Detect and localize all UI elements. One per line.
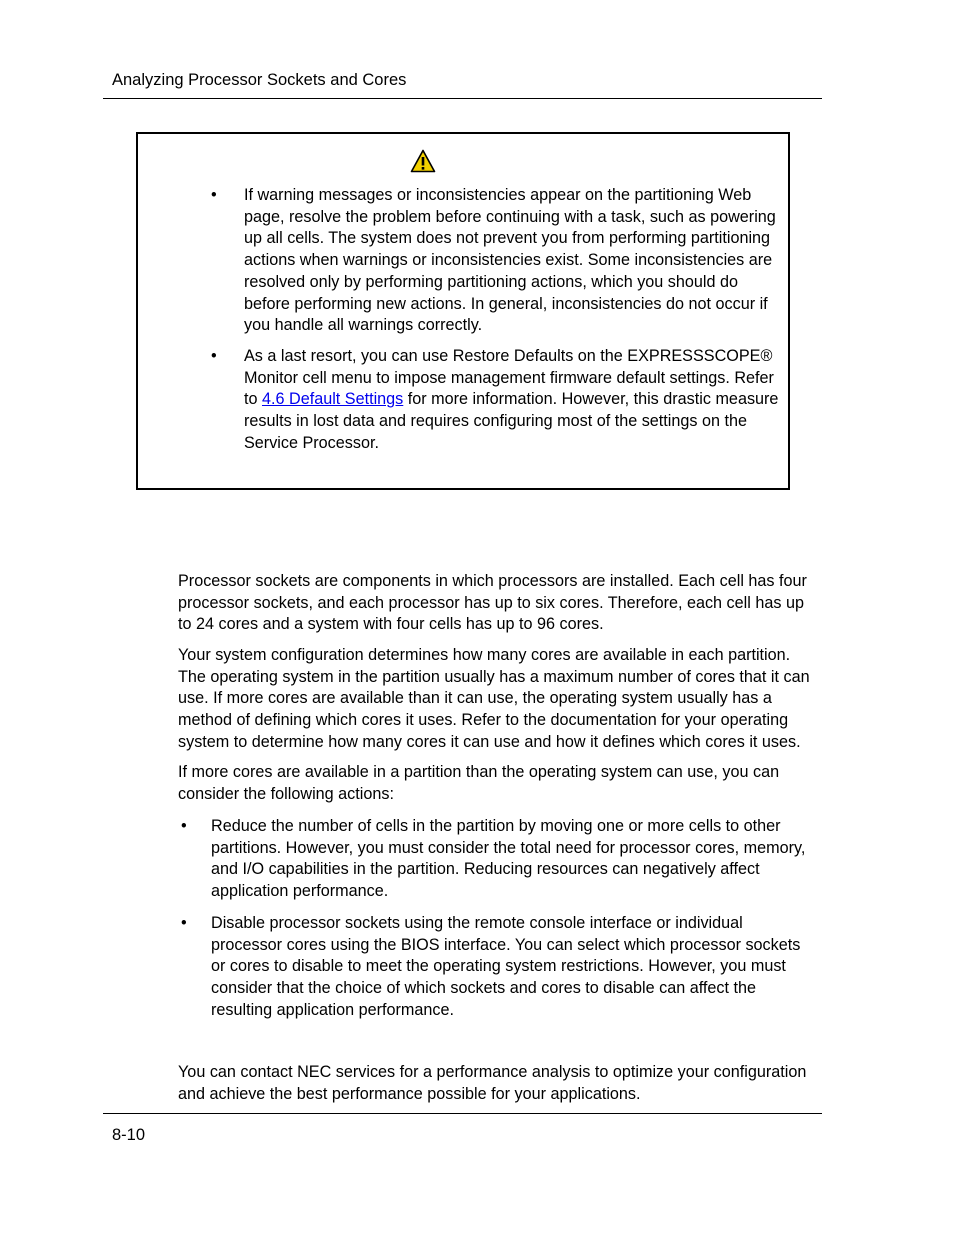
list-item-text: Disable processor sockets using the remote console interface or individual processor cores using the BIOS interface. You can select which processor sockets or cores to disable to meet the operating system restrictions. However, you must consider that the choice of which sockets and cores to disable can affect the resulting application performance. xyxy=(211,913,801,1019)
default-settings-link[interactable]: 4.6 Default Settings xyxy=(262,390,404,409)
caution-box xyxy=(136,132,790,490)
caution-item-text: If warning messages or inconsistencies appear on the partitioning Web page, resolve the problem before continuing with a task, such as powering up all cells. The system does not prevent you from performing partitioning actions when warnings or inconsistencies exist. Some inconsistencies are resolved only by performing partitioning actions, which you should do before performing new actions. In general, inconsistencies do not occur if you handle all warnings correctly. xyxy=(244,186,776,335)
body-paragraph xyxy=(178,1062,818,1105)
header-rule xyxy=(103,98,822,99)
list-item-text: Reduce the number of cells in the partition by moving one or more cells to other partitions. However, you must consider the total need for processor cores, memory, and I/O capabilities in the partition. Reducing resources can negatively affect application performance. xyxy=(211,817,806,901)
body-paragraph xyxy=(178,645,818,754)
warning-icon xyxy=(410,149,436,173)
caution-list xyxy=(208,185,784,463)
bullet: • xyxy=(181,817,187,835)
page-header-title: Analyzing Processor Sockets and Cores xyxy=(112,71,407,89)
caution-item-text-after: for more information. However, this drastic measure results in lost data and requires configuring most of the settings on the Service Processor. xyxy=(244,390,779,452)
page-number: 8-10 xyxy=(112,1126,146,1144)
list-item xyxy=(178,913,818,1022)
paragraph-services: You can contact NEC services for a performance analysis to optimize your configuration and achieve the best performance possible for your applications. xyxy=(178,1063,807,1103)
body-paragraph xyxy=(178,571,818,636)
caution-item-text-before: As a last resort, you can use Restore Defaults on the EXPRESSSCOPE® Monitor cell menu to impose management firmware default settings. Refer to xyxy=(244,346,774,409)
bullet: • xyxy=(211,186,217,204)
caution-item xyxy=(208,185,784,337)
paragraph-sockets: Processor sockets are components in which processors are installed. Each cell has four processor sockets, and each processor has up to six cores. Therefore, each cell has up to 24 cores and a system with four cells has up to 96 cores. xyxy=(178,572,807,634)
footer-rule xyxy=(103,1113,822,1114)
paragraph-actions-intro: If more cores are available in a partition than the operating system can use, you can consider the following actions: xyxy=(178,763,780,803)
bullet: • xyxy=(181,913,187,932)
body-paragraph xyxy=(178,762,818,805)
actions-list xyxy=(178,816,818,1031)
paragraph-configuration: Your system configuration determines how many cores are available in each partition. The operating system in the partition usually has a maximum number of cores that it can use. If more cores are available than it can use, the operating system usually has a method of defining which cores it uses. Refer to the documentation for your operating system to determine how many cores it can use and how it defines which cores it uses. xyxy=(178,646,810,751)
list-item xyxy=(178,816,818,903)
caution-item xyxy=(208,346,784,455)
bullet: • xyxy=(211,346,217,365)
